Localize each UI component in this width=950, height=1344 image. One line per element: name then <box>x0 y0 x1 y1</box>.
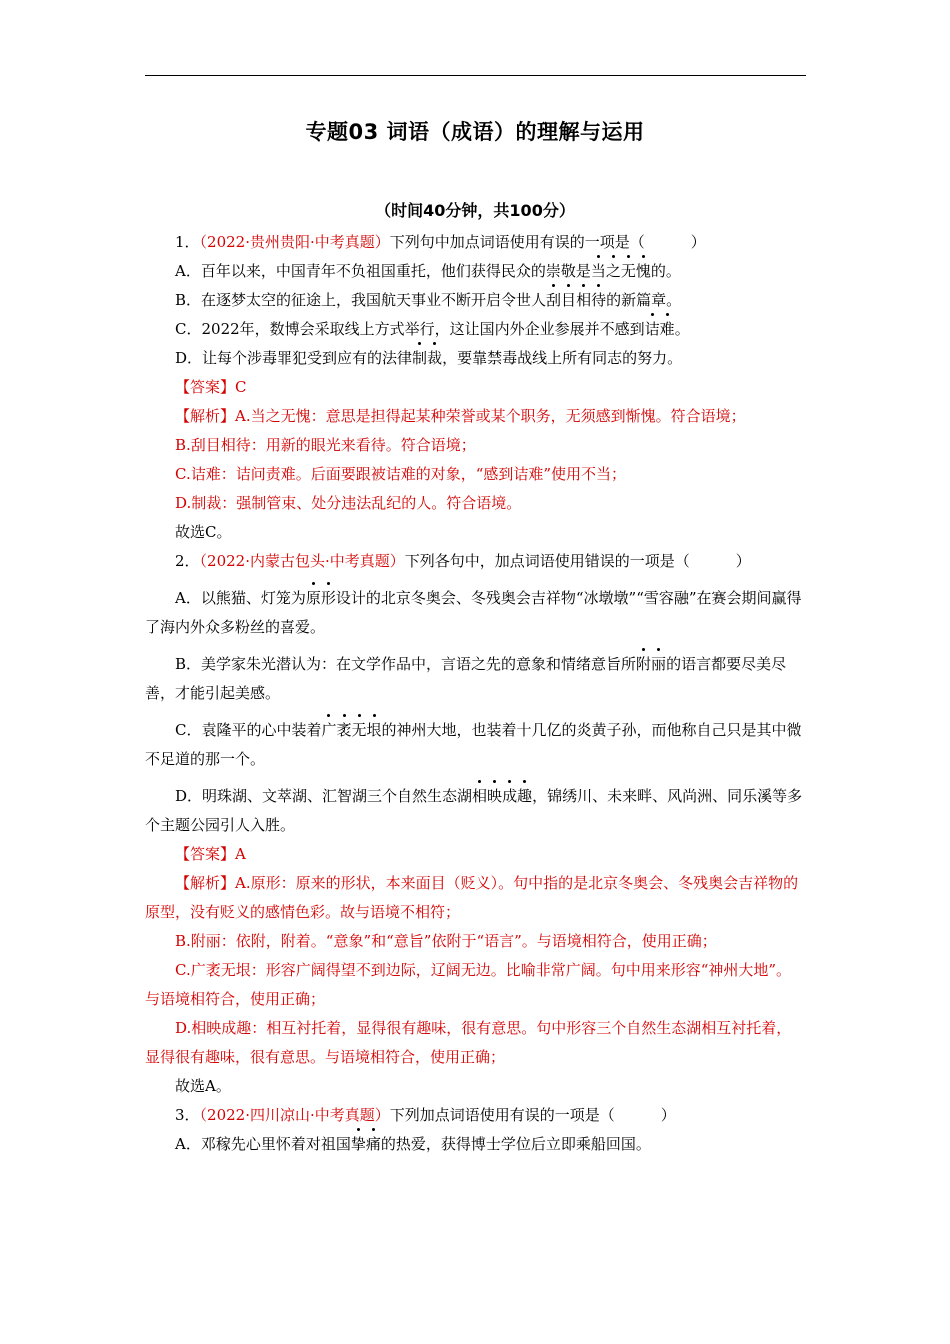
option-text: C．2022年，数博会采取线上方式举行，这让国内外企业参展并不感到 <box>175 320 645 338</box>
option-text: 的。 <box>650 262 681 280</box>
question-2-option-b <box>145 650 806 708</box>
question-1-stem <box>145 228 806 257</box>
question-text: 下列加点词语使用有误的一项是（ <box>389 1106 615 1124</box>
emphasis-dot-char: 成 <box>502 787 518 805</box>
document-body <box>145 228 806 1159</box>
emphasis-dot-char: 映 <box>487 787 503 805</box>
emphasis-dot-char: 丽 <box>651 655 667 673</box>
option-text: 的热爱，获得博士学位后立即乘船回国。 <box>380 1135 651 1153</box>
dotted-word <box>546 291 606 309</box>
question-1-analysis-line: 【解析】A.当之无愧：意思是担得起某种荣誉或某个职务，无须感到惭愧。符合语境； <box>175 407 746 425</box>
emphasis-dot-char: 无 <box>620 262 636 280</box>
question-3-stem <box>145 1101 806 1130</box>
question-number: 1． <box>175 233 200 251</box>
dotted-word <box>306 589 336 607</box>
option-text: A．以熊猫、灯笼为 <box>175 589 306 607</box>
option-text: 设计的北京冬奥会、冬残奥会吉祥物“冰墩墩”“雪容融”在赛会期间赢得了海内外众多粉丝的喜爱。 <box>145 589 802 636</box>
question-source: （2022·贵州贵阳·中考真题） <box>199 233 390 251</box>
question-1-choice: 故选C。 <box>175 523 232 541</box>
option-text: D．让每个涉毒罪犯受到应有的法律 <box>175 349 413 367</box>
emphasis-dot-char: 待 <box>591 291 607 309</box>
emphasis-dot-char: 愧 <box>635 262 651 280</box>
question-2-analysis-line: 【解析】A.原形：原来的形状，本来面目（贬义）。句中指的是北京冬奥会、冬残奥会吉祥物的原型，没有贬义的感情色彩。故与语境不相符； <box>145 874 799 921</box>
question-2-analysis-line: B.附丽：依附，附着。“意象”和“意旨”依附于“语言”。与语境相符合，使用正确； <box>175 932 717 950</box>
question-close: ） <box>735 552 751 570</box>
emphasis-dot-char: 无 <box>351 721 367 739</box>
question-2-stem <box>145 547 806 576</box>
page-title: 专题03 词语（成语）的理解与运用 <box>305 120 645 144</box>
emphasis-dot-char: 相 <box>472 787 488 805</box>
dotted-word <box>472 787 532 805</box>
question-close: ） <box>690 233 706 251</box>
option-text: 的语言都要尽美尽善，才能引起美感。 <box>145 655 787 702</box>
option-text: B．美学家朱光潜认为：在文学作品中，言语之先的意象和情绪意旨所 <box>175 655 637 673</box>
option-text: 的新篇章。 <box>606 291 682 309</box>
option-text: ，锦绣川、未来畔、风尚洲、同乐溪等多个主题公园引人入胜。 <box>145 787 803 834</box>
question-text: 下列句中加点词语使用有误的一项是（ <box>389 233 645 251</box>
emphasis-dot-char: 痛 <box>365 1135 381 1153</box>
question-source: （2022·四川凉山·中考真题） <box>199 1106 390 1124</box>
question-close: ） <box>660 1106 676 1124</box>
option-text: ，要靠禁毒战线上所有同志的努力。 <box>442 349 683 367</box>
dotted-word <box>591 262 651 280</box>
question-source: （2022·内蒙古包头·中考真题） <box>199 552 405 570</box>
emphasis-dot-char: 趣 <box>517 787 533 805</box>
question-2-answer: 【答案】A <box>175 845 246 863</box>
option-text: 。 <box>674 320 690 338</box>
option-text: A．百年以来，中国青年不负祖国重托，他们获得民众的崇敬是 <box>175 262 591 280</box>
dotted-word <box>645 320 675 338</box>
question-1-option-a <box>145 257 806 286</box>
emphasis-dot-char: 裁 <box>427 349 443 367</box>
question-3-option-a <box>145 1130 806 1159</box>
question-2-option-c <box>145 716 806 774</box>
question-2-analysis-line: D.相映成趣：相互衬托着，显得很有趣味，很有意思。句中形容三个自然生态湖相互衬托着，显得很有趣味，很有意思。与语境相符合，使用正确； <box>145 1019 792 1066</box>
dotted-word <box>412 349 442 367</box>
option-text: A．邓稼先心里怀着对祖国 <box>175 1135 351 1153</box>
question-text: 下列各句中，加点词语使用错误的一项是（ <box>404 552 690 570</box>
emphasis-dot-char: 难 <box>659 320 675 338</box>
emphasis-dot-char: 附 <box>636 655 652 673</box>
emphasis-dot-char: 垠 <box>366 721 382 739</box>
question-1-option-d <box>145 344 806 373</box>
question-1-answer: 【答案】C <box>175 378 247 396</box>
option-text: D．明珠湖、文萃湖、汇智湖三个自然生态湖 <box>175 787 473 805</box>
emphasis-dot-char: 制 <box>412 349 428 367</box>
question-1-analysis-line: C.诘难：诘问责难。后面要跟被诘难的对象，“感到诘难”使用不当； <box>175 465 627 483</box>
question-2-analysis-line: C.广袤无垠：形容广阔得望不到边际，辽阔无边。比喻非常广阔。句中用来形容“神州大地”。与语境相符合，使用正确； <box>145 961 792 1008</box>
dotted-word <box>321 721 381 739</box>
dotted-word <box>636 655 666 673</box>
emphasis-dot-char: 相 <box>576 291 592 309</box>
question-1-option-c <box>145 315 806 344</box>
question-number: 3． <box>175 1106 200 1124</box>
question-1-analysis-line: D.制裁：强制管束、处分违法乱纪的人。符合语境。 <box>175 494 522 512</box>
header-rule <box>145 75 806 76</box>
question-1-option-b <box>145 286 806 315</box>
question-2-choice: 故选A。 <box>175 1077 231 1095</box>
emphasis-dot-char: 广 <box>321 721 337 739</box>
emphasis-dot-char: 诘 <box>644 320 660 338</box>
option-text: C．袁隆平的心中装着 <box>175 721 322 739</box>
question-1-analysis-line: B.刮目相待：用新的眼光来看待。符合语境； <box>175 436 476 454</box>
question-2-option-a <box>145 584 806 642</box>
emphasis-dot-char: 刮 <box>546 291 562 309</box>
emphasis-dot-char: 当 <box>590 262 606 280</box>
exam-time-info: （时间40分钟，共100分） <box>375 201 575 220</box>
emphasis-dot-char: 袤 <box>336 721 352 739</box>
question-number: 2． <box>175 552 200 570</box>
option-text: B．在逐梦太空的征途上，我国航天事业不断开启令世人 <box>175 291 547 309</box>
option-text: 的神州大地，也装着十几亿的炎黄子孙，而他称自己只是其中微不足道的那一个。 <box>145 721 802 768</box>
emphasis-dot-char: 形 <box>320 589 336 607</box>
emphasis-dot-char: 之 <box>605 262 621 280</box>
emphasis-dot-char: 目 <box>561 291 577 309</box>
emphasis-dot-char: 挚 <box>350 1135 366 1153</box>
emphasis-dot-char: 原 <box>305 589 321 607</box>
question-2-option-d <box>145 782 806 840</box>
dotted-word <box>351 1135 381 1153</box>
